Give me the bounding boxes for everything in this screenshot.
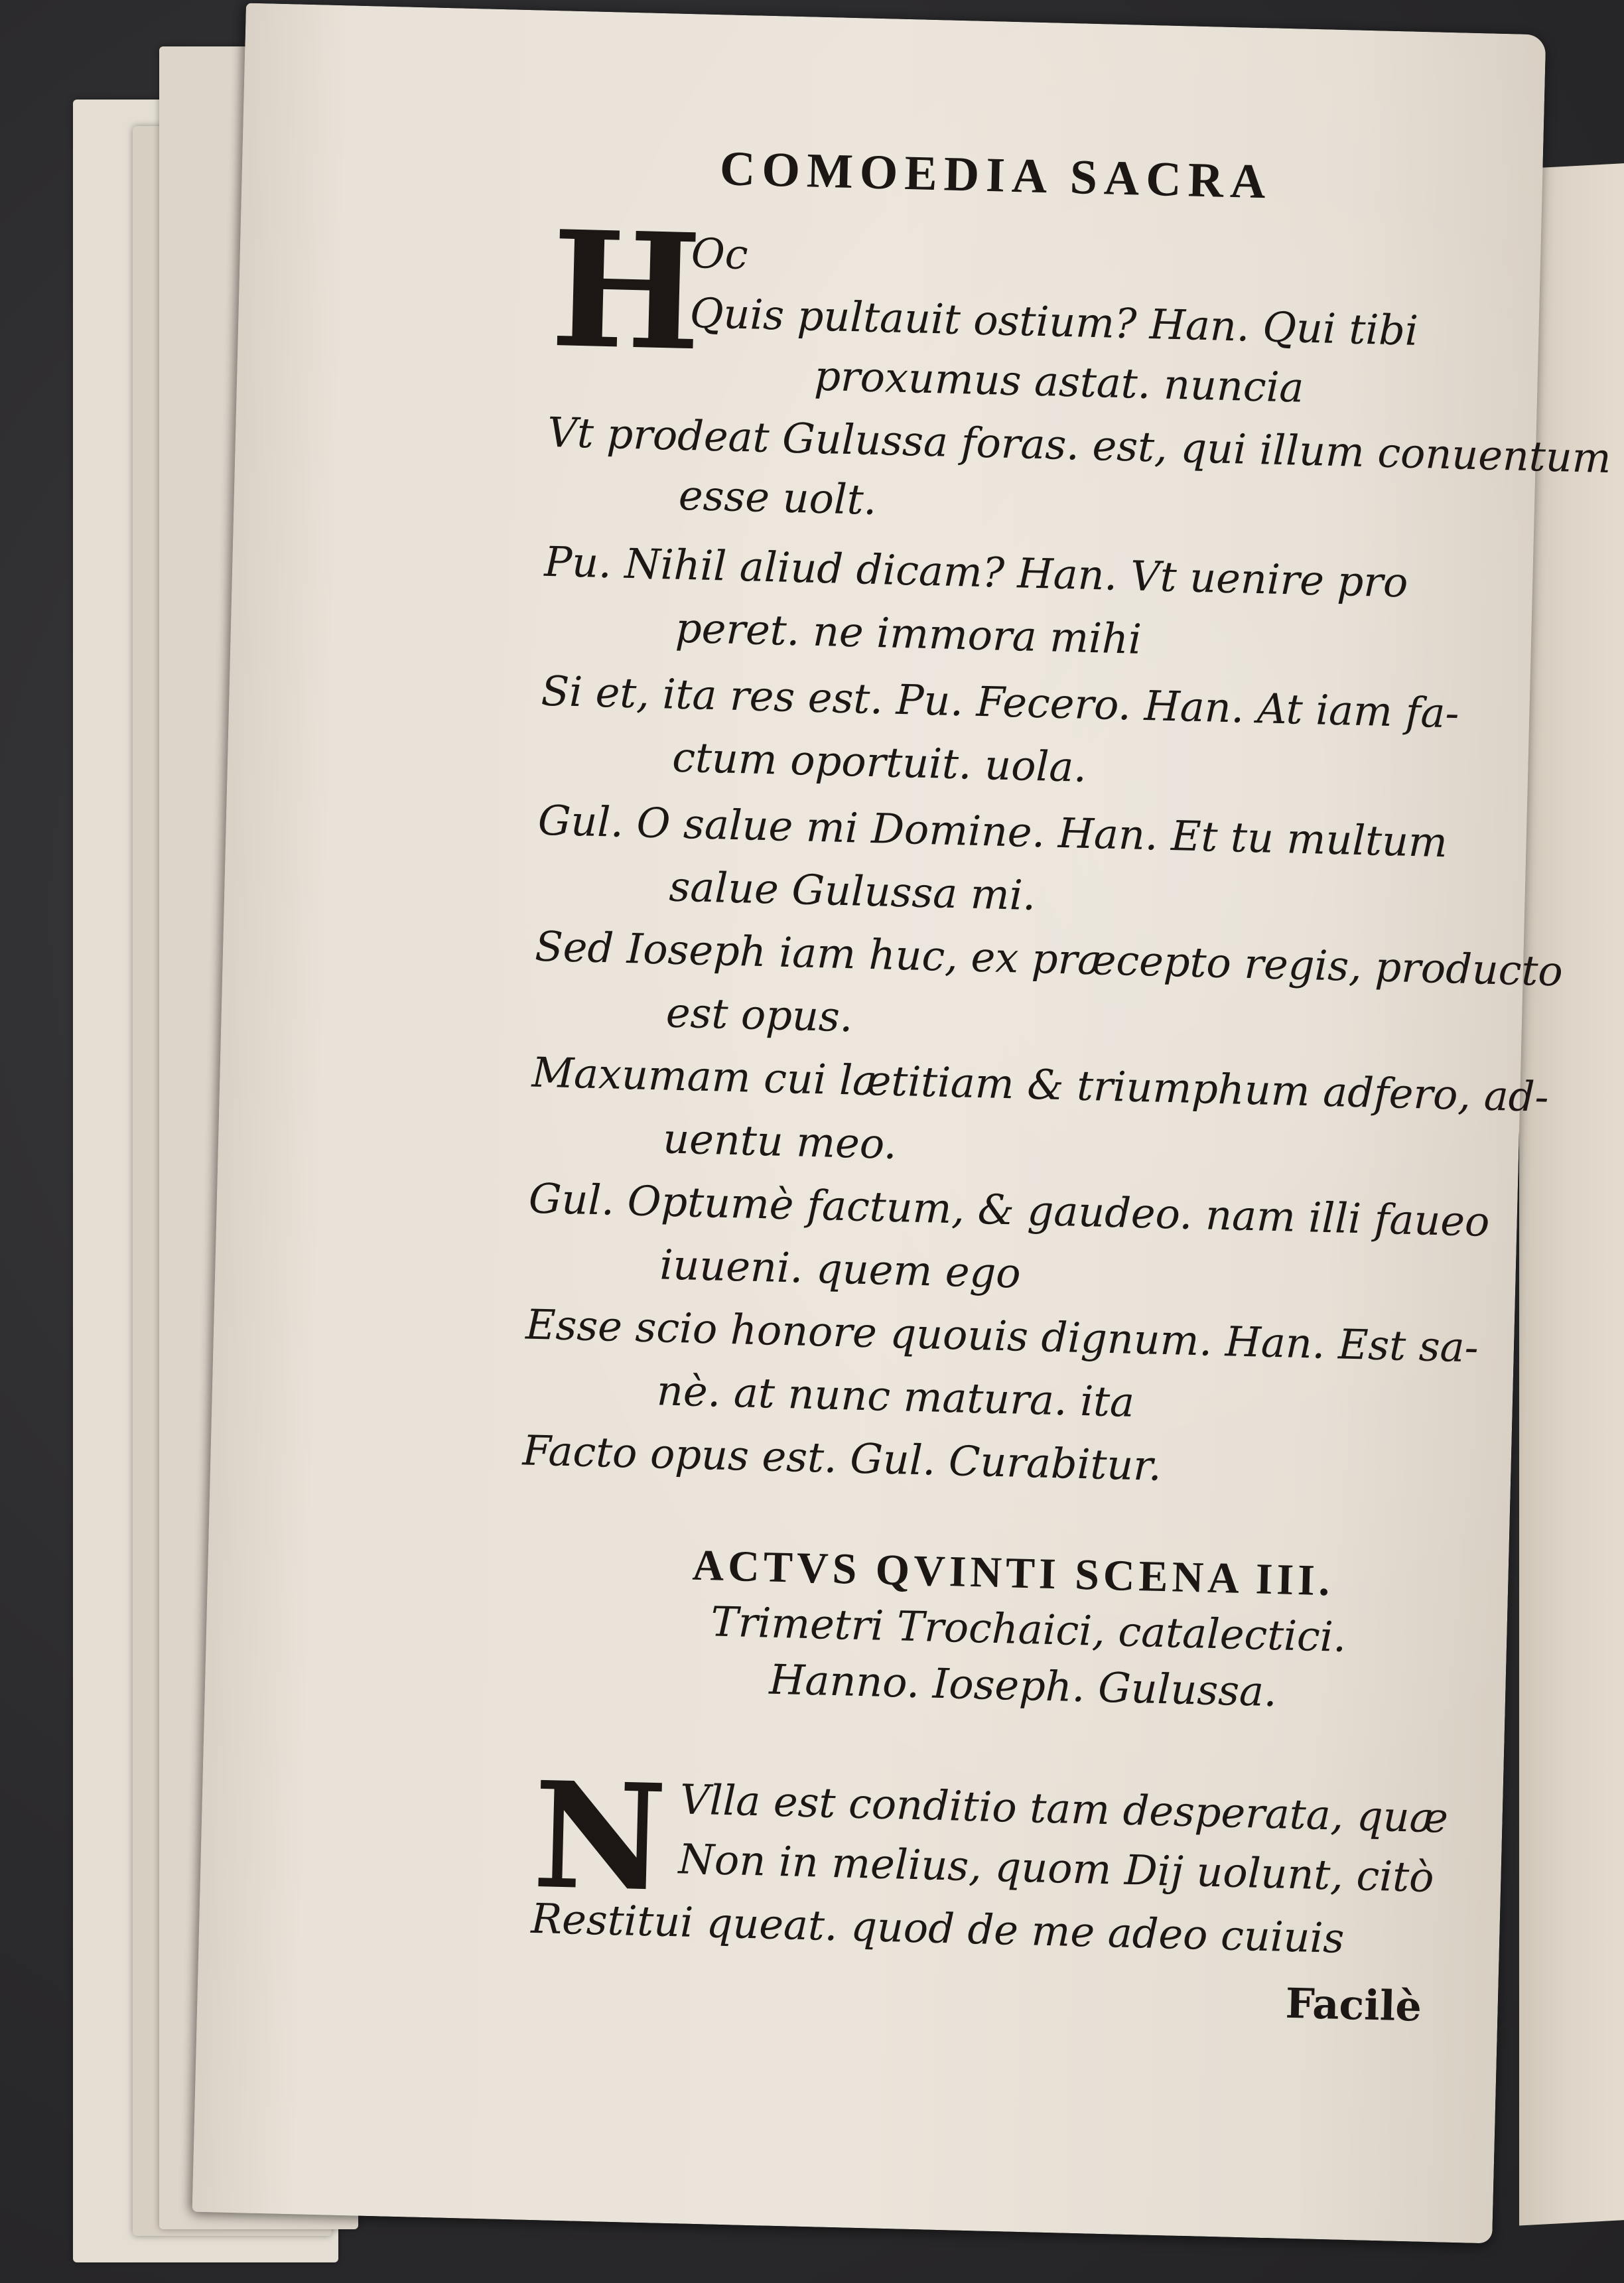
- text-line: Gul. Optumè factum, & gaudeo. nam illi faueo: [528, 1174, 1491, 1246]
- text-line: salue Gulussa mi.: [668, 862, 1037, 920]
- text-line: est opus.: [665, 988, 854, 1042]
- text-line: Sed Ioseph iam huc, ex præcepto regis, producto: [534, 922, 1564, 996]
- text-line: peret. ne immora mihi: [675, 603, 1142, 663]
- text-line: Vlla est conditio tam desperata, quæ: [679, 1775, 1449, 1842]
- drop-cap: H: [549, 195, 704, 387]
- scene-meter: Trimetri Trochaici, catalectici.: [710, 1597, 1347, 1661]
- text-line: Esse scio honore quouis dignum. Han. Est sa-: [525, 1300, 1479, 1372]
- book-page: [192, 3, 1612, 2244]
- text-line: Gul. O salue mi Domine. Han. Et tu multum: [537, 796, 1448, 867]
- text-line: Vt prodeat Gulussa foras. est, qui illum conuentum: [547, 407, 1612, 483]
- text-line: Maxumam cui lætitiam & triumphum adfero, ad-: [531, 1048, 1550, 1122]
- text-line: uentu meo.: [662, 1114, 898, 1169]
- text-line: nè. at nunc matura. ita: [656, 1366, 1135, 1426]
- drop-cap: N: [531, 1748, 669, 1924]
- text-line: proxumus astat. nuncia: [813, 351, 1305, 412]
- text-line: Facto opus est. Gul. Curabitur.: [521, 1426, 1162, 1490]
- running-head: COMOEDIA SACRA: [719, 141, 1273, 210]
- text-line: Pu. Nihil aliud dicam? Han. Vt uenire pro: [543, 537, 1409, 607]
- catchword: Facilè: [1284, 1978, 1422, 2031]
- text-line: Restitui queat. quod de me adeo cuiuis: [530, 1894, 1345, 1963]
- text-line: Oc: [691, 229, 749, 279]
- text-line: Quis pultauit ostium? Han. Qui tibi: [689, 289, 1419, 355]
- text-line: iuueni. quem ego: [659, 1240, 1022, 1298]
- text-line: Non in melius, quom Dij uolunt, citò: [677, 1834, 1435, 1902]
- text-line: esse uolt.: [678, 470, 878, 524]
- text-line: Si et, ita res est. Pu. Fecero. Han. At iam fa-: [540, 666, 1460, 738]
- text-line: ctum oportuit. uola.: [671, 732, 1087, 792]
- scene-persons: Hanno. Ioseph. Gulussa.: [768, 1655, 1278, 1716]
- scene-heading: ACTVS QVINTI SCENA III.: [691, 1541, 1335, 1606]
